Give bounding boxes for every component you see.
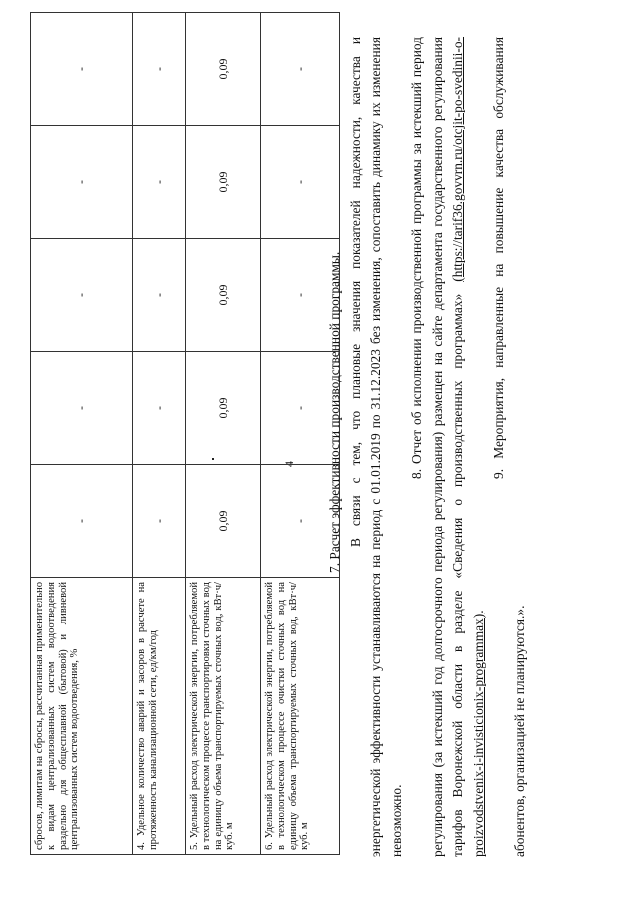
table-row [133, 13, 186, 855]
indicator-value: - [133, 465, 186, 578]
indicator-value: - [31, 239, 133, 352]
indicator-value: - [133, 239, 186, 352]
indicator-value: - [31, 13, 133, 126]
page-number: 4 [282, 461, 296, 467]
indicator-value: 0,09 [186, 465, 261, 578]
table-row [31, 13, 133, 855]
indicator-value: - [261, 352, 340, 465]
indicator-value: - [31, 352, 133, 465]
indicator-value: 0,09 [186, 352, 261, 465]
indicator-value: 0,09 [186, 13, 261, 126]
indicator-value: - [31, 465, 133, 578]
indicator-value: - [261, 126, 340, 239]
indicators-table [30, 12, 340, 855]
body-text [325, 37, 530, 857]
indicator-value: - [261, 465, 340, 578]
section-8-text: 8. Отчет об исполнении производственной программы за истекший период регулирования (за истекший год долгосрочного периода регулирования) размещен на сайте департамента государственного регулирования тарифов Воронежской области в разделе «Сведения о производственных программах» [409, 37, 465, 857]
section-9-text: 9. Мероприятия, направленные на повышение качества обслуживания абонентов, организацией не планируются.». [491, 37, 527, 857]
indicator-name: 4. Удельное количество аварий и засоров в расчете на протяженность канализационной сети, ед/км/год [133, 578, 186, 855]
indicator-value: - [261, 13, 340, 126]
indicator-name: сбросов, лимитам на сбросы, рассчитанная применительно к видам централизованных систем водоотведения раздельно для общесплавной (бытовой) и ливневой централизованных систем водоотведения, % [31, 578, 133, 855]
indicator-name: 6. Удельный расход электрической энергии, потребляемой в технологическом процессе очистки сточных вод на единицу объема транспортируемых сточных вод, кВт·ч/куб. м [261, 578, 340, 855]
section-8-link[interactable]: (https://tarif36.govvrn.ru/otcjit-po-svedinii-o-proizvodstvenix-i-invisticionix-programmax) [450, 36, 486, 857]
indicator-value: - [133, 13, 186, 126]
indicator-value: - [133, 126, 186, 239]
indicator-value: - [133, 352, 186, 465]
section-7-text: В связи с тем, что плановые значения показателей надежности, качества и энергетической эффективности устанавливаются на период с 01.01.2019 по 31.12.2023 без изменения, сопоставить динамику их изменения невозможно. [347, 37, 404, 857]
indicator-name: 5. Удельный расход электрической энергии, потребляемой в технологическом процессе транспортировки сточных вод на единицу объема транспортируемых сточных вод, кВт·ч/куб. м [186, 578, 261, 855]
indicator-value: 0,09 [186, 239, 261, 352]
table-row [186, 13, 261, 855]
indicator-value: 0,09 [186, 126, 261, 239]
indicator-value: - [261, 239, 340, 352]
section-8 [407, 37, 489, 857]
section-7-heading: 7. Расчет эффективности производственной программы. [327, 251, 342, 573]
indicator-value: - [31, 126, 133, 239]
section-8-tail: . [470, 610, 486, 614]
